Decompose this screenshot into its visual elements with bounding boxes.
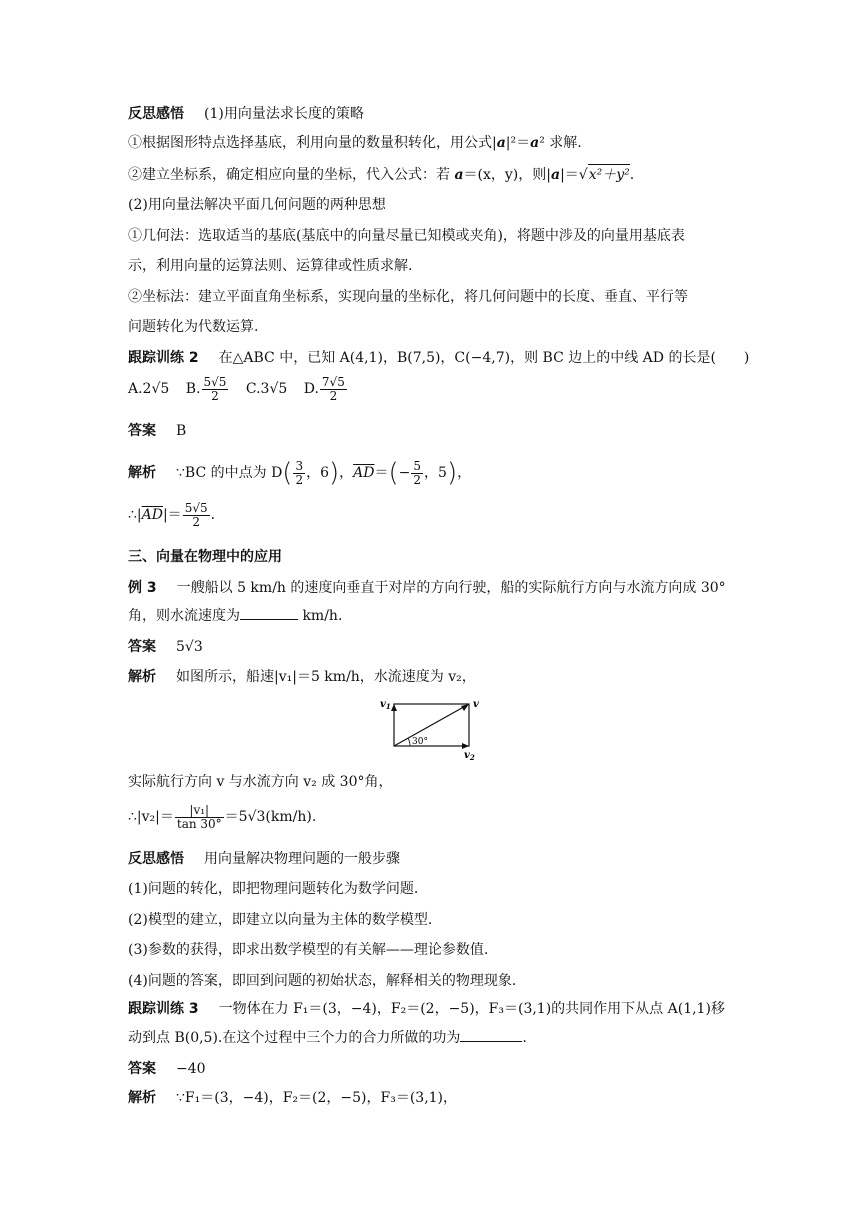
option-a: A.2√5	[128, 381, 170, 397]
calc-num: |v₁|	[175, 804, 224, 818]
ad-x-fraction	[411, 460, 423, 487]
ad-y: ，5	[424, 465, 447, 481]
calc-pre: ∴|v₂|＝	[128, 809, 174, 825]
angle-label: 30°	[412, 737, 428, 747]
answer-label: 答案	[128, 423, 156, 439]
reflection2-heading: 反思感悟	[128, 851, 184, 867]
answer-blank[interactable]	[240, 619, 298, 620]
reflection2-title: 用向量解决物理问题的一般步骤	[204, 851, 400, 867]
reflection1-title-line	[128, 104, 364, 124]
reflection2-step3: (3)参数的获得，即求出数学模型的有关解——理论参数值.	[128, 942, 489, 958]
label-v: v	[473, 699, 479, 710]
reflection1-heading: 反思感悟	[128, 106, 184, 122]
exercise3-text1: 一物体在力 F₁＝(3，−4)，F₂＝(2，−5)，F₃＝(3,1)的共同作用下从点 A(1,1)移	[218, 1001, 725, 1017]
example3-heading: 例 3	[128, 580, 157, 596]
ad-end: ，	[457, 465, 472, 481]
mod-end: .	[210, 507, 216, 523]
item2-sqrt-expr: x²＋y²	[588, 164, 630, 185]
reflection1-item3-line1: ①几何法：选取适当的基底(基底中的向量尽量已知模或夹角)，将题中涉及的向量用基底表	[128, 228, 685, 244]
exercise3-heading: 跟踪训练 3	[128, 1001, 199, 1017]
angle-arc	[408, 738, 410, 746]
v1-arrowhead	[391, 704, 397, 711]
exercise3-answer-blank[interactable]	[460, 1041, 522, 1042]
reflection1-item1	[128, 133, 582, 153]
label-v1: $v_1$	[380, 699, 391, 711]
item1-vector-a2: a	[530, 135, 540, 151]
item2-text-c: ＝(x，y)，则|	[463, 167, 551, 183]
d-y: ，6	[306, 465, 330, 481]
example3-text2a: 角，则水流速度为	[128, 608, 240, 624]
mod-fraction	[183, 502, 210, 529]
exercise3-analysis-label: 解析	[128, 1090, 156, 1106]
ad-neg: −	[398, 465, 411, 481]
example3-after-figure: 实际航行方向 v 与水流方向 v₂ 成 30°角，	[128, 774, 393, 790]
exercise3-answer-label: 答案	[128, 1061, 156, 1077]
mod-pre: ∴|	[128, 507, 142, 523]
resultant-vector-line	[394, 704, 469, 746]
exercise2-options	[128, 374, 348, 404]
exercise3-text2b: .	[522, 1030, 527, 1046]
analysis-label: 解析	[128, 465, 156, 481]
example3-answer-label: 答案	[128, 639, 156, 655]
example3-text2b: km/h.	[302, 608, 343, 624]
reflection1-item2: ②建立坐标系，确定相应向量的坐标，代入公式：若 a＝(x，y)，则|a|＝√x²＋y².	[128, 164, 634, 185]
item1-text-a: ①根据图形特点选择基底，利用向量的数量积转化，用公式|	[128, 135, 497, 151]
reflection1-item4-line1: ②坐标法：建立平面直角坐标系，实现向量的坐标化，将几何问题中的长度、垂直、平行等	[128, 289, 688, 305]
v-arrowhead	[461, 704, 469, 711]
example3-analysis-label: 解析	[128, 669, 156, 685]
ad-equals: ＝	[374, 465, 389, 481]
option-d-label: D.	[303, 381, 319, 397]
reflection1-item3-line2: 示，利用向量的运算法则、运算律或性质求解.	[128, 258, 413, 274]
example3-calc-line	[128, 800, 316, 834]
mod-vector: $\overline{AD}$	[141, 507, 163, 523]
item1-text-c: |²＝	[505, 135, 531, 151]
d-x-den: 2	[295, 472, 304, 487]
reflection2-title-line	[128, 849, 400, 869]
mod-den: 2	[192, 514, 200, 529]
ad-x-num: 5	[413, 458, 422, 473]
option-d-den: 2	[329, 388, 338, 403]
mod-post: |＝	[162, 507, 182, 523]
exercise2-analysis-line: 解析 ∵BC 的中点为 D( $\frac{3}{2}$ ，6)，$\overline{AD}=(-$ $\frac{5}{2}$ ，5)，	[128, 458, 472, 488]
example3-line1	[128, 578, 726, 598]
label-v2: $v_2$	[464, 750, 475, 762]
exercise2-question: 在△ABC 中，已知 A(4,1)，B(7,5)，C(−4,7)，则 BC 边上的中线 AD 的长是( )	[218, 350, 750, 366]
item2-text-a: ②建立坐标系，确定相应向量的坐标，代入公式：若	[128, 167, 455, 183]
velocity-diagram	[380, 694, 490, 764]
exercise3-line1	[128, 999, 725, 1019]
exercise3-text2a: 动到点 B(0,5).在这个过程中三个力的合力所做的功为	[128, 1030, 461, 1046]
reflection2-step2: (2)模型的建立，即建立以向量为主体的数学模型.	[128, 912, 433, 928]
example3-answer: 5√3	[176, 639, 203, 655]
vector-ad: $\overline{AD}$	[353, 465, 375, 481]
d-x-num: 3	[295, 458, 304, 473]
item1-text-e: ² 求解.	[539, 135, 582, 151]
reflection1-item4-line2: 问题转化为代数运算.	[128, 319, 259, 335]
exercise3-answer-line	[128, 1059, 206, 1079]
option-d-fraction	[320, 376, 347, 403]
exercise2-answer: B	[176, 423, 187, 439]
item2-vector-a2: a	[550, 167, 561, 183]
item2-text-e: |＝	[560, 167, 579, 183]
exercise3-answer: −40	[176, 1061, 206, 1077]
exercise3-analysis-line	[128, 1088, 457, 1108]
reflection1-title2: (2)用向量法解决平面几何问题的两种思想	[128, 197, 386, 213]
exercise2-question-line	[128, 348, 749, 368]
section3-title: 三、向量在物理中的应用	[128, 549, 282, 565]
option-b-num: 5√5	[203, 374, 227, 389]
item2-text-f: .	[629, 167, 635, 183]
ad-x-den: 2	[413, 472, 422, 487]
option-c: C.3√5	[245, 381, 288, 397]
example3-text1: 一艘船以 5 km/h 的速度向垂直于对岸的方向行驶，船的实际航行方向与水流方向成 30°	[176, 580, 726, 596]
exercise3-analysis: ∵F₁＝(3，−4)，F₂＝(2，−5)，F₃＝(3,1)，	[176, 1090, 458, 1106]
item1-vector-a: a	[496, 135, 506, 151]
example3-analysis: 如图所示，船速|v₁|＝5 km/h，水流速度为 v₂，	[176, 669, 476, 685]
option-b-label: B.	[185, 381, 201, 397]
d-x-fraction	[293, 460, 305, 487]
reflection1-title: (1)用向量法求长度的策略	[204, 106, 364, 122]
exercise2-heading: 跟踪训练 2	[128, 350, 199, 366]
calc-fraction	[175, 804, 224, 831]
analysis-text: ∵BC 的中点为 D	[176, 465, 283, 481]
calc-post: ＝5√3(km/h).	[224, 809, 317, 825]
option-b-den: 2	[211, 388, 219, 403]
example3-analysis-line	[128, 667, 476, 687]
v2-arrowhead	[462, 743, 469, 749]
mod-num: 5√5	[184, 500, 208, 515]
exercise2-answer-line	[128, 421, 186, 441]
example3-answer-line	[128, 637, 203, 657]
exercise3-line2	[128, 1028, 527, 1048]
calc-den: tan 30°	[176, 816, 222, 831]
reflection2-step1: (1)问题的转化，即把物理问题转化为数学问题.	[128, 881, 419, 897]
item2-vector-a: a	[454, 167, 464, 183]
reflection2-step4: (4)问题的答案，即回到问题的初始状态，解释相关的物理现象.	[128, 973, 517, 989]
option-b-fraction	[202, 376, 229, 403]
example3-line2	[128, 606, 342, 626]
option-d-num: 7√5	[321, 374, 345, 389]
exercise2-modulus-line	[128, 500, 215, 530]
